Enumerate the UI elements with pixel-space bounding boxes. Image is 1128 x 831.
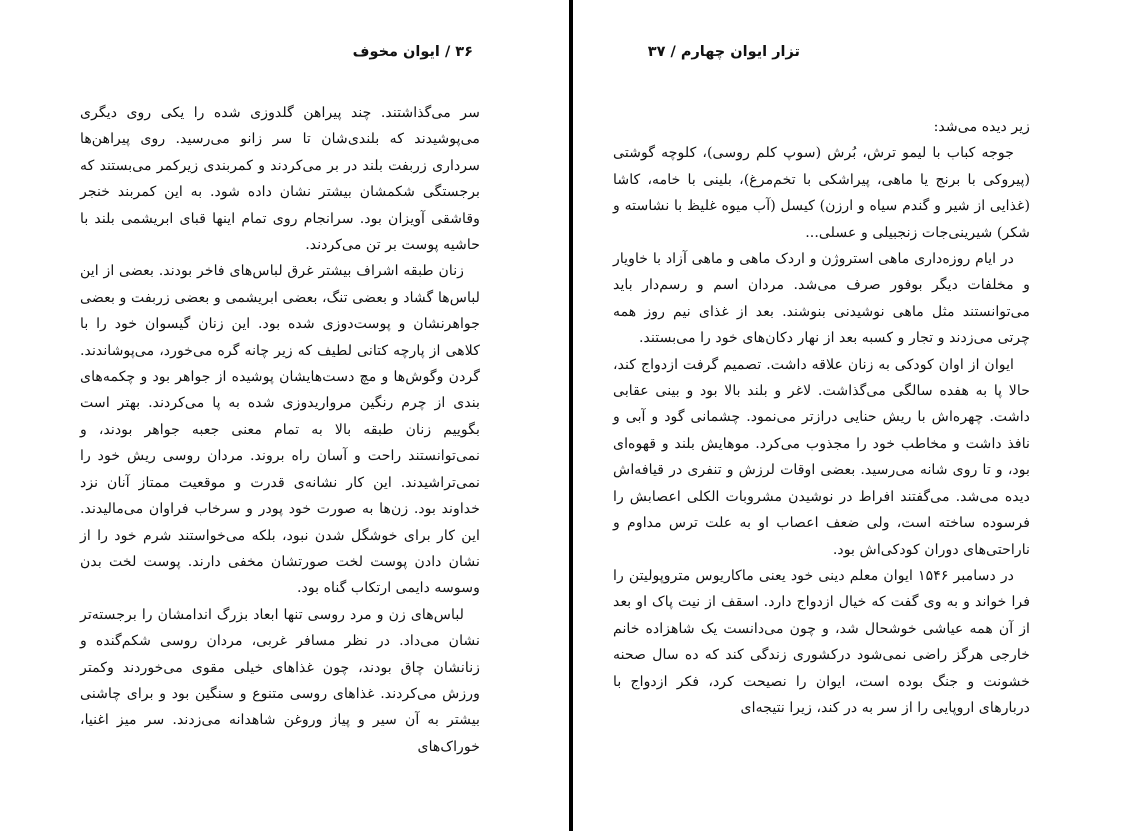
paragraph: در دسامبر ۱۵۴۶ ایوان معلم دینی خود یعنی ماکاریوس متروپولیتن را فرا خواند و به وی گفت که خیال ازدواج دارد. اسقف از نیت پاک او بعد از آن همه عیاشی خوشحال شد، و چون می‌دانست یک شاهزاده خانم خارجی هرگز راضی نمی‌شود درکشوری زندگی کند که ده سال صحنه خشونت و جنگ بوده است، ایوان را نصیحت کرد، فکر ازدواج با دربارهای اروپایی را از سر به در کند، زیرا نتیجه‌ای [613,567,1030,716]
page-header: ۳۶ / ایوان مخوف [352,44,473,60]
paragraph: زنان طبقه اشراف بیشتر غرق لباس‌های فاخر بودند. بعضی از این لباس‌ها گشاد و بعضی تنگ، بعضی ابریشمی و بعضی زربفت و بعضی جواهرنشان و پوست‌دوزی شده بود. این زنان گیسوان خود را با کلاهی از پارچه کتانی لطیف که زیر چانه گره می‌خورد، می‌پوشاندند. گردن وگوش‌ها و مچ دست‌هایشان پوشیده از جواهر بود و چکمه‌های بندی از چرم رنگین مرواریدوزی شده به پا می‌کردند. بهتر است بگوییم زنان طبقه بالا به تمام معنی جعبه جواهر بودند، و نمی‌توانستند راحت و آسان راه بروند. مردان روسی ریش خود را نمی‌تراشیدند. این کار نشانه‌ی قدرت و موقعیت ممتاز آنان نزد خداوند بود. زن‌ها به صورت خود پودر و سرخاب فراوان می‌مالیدند. این کار برای خوشگل شدن نبود، بلکه می‌خواستند شرم خود را از نشان دادن پوست لخت صورتشان مخفی دارند. پوست لخت بدن وسوسه دایمی ارتکاب گناه بود. [80,263,480,597]
right-page [573,0,1128,831]
paragraph: در ایام روزه‌داری ماهی استروژن و اردک ماهی و ماهی آزاد با خاویار و مخلفات دیگر بوفور صرف می‌شد. مردان اسم و رسم‌دار باید می‌توانستند مثل ماهی نوشیدنی بنوشند. بعد از غذای نیم روز همه چرتی می‌زدند و تجار و کسبه بعد از نهار دکان‌های خود را می‌بستند. [613,251,1030,347]
paragraph: ایوان از اوان کودکی به زنان علاقه داشت. تصمیم گرفت ازدواج کند، حالا پا به هفده سالگی می‌گذاشت. لاغر و بلند بالا بود و بینی عقابی داشت. چهره‌اش با ریش حنایی درازتر می‌نمود. چشمانی گود و آبی و نافذ داشت و مخاطب خود را مجذوب می‌کرد. موهایش بلند و قهوه‌ای بود، و تا روی شانه می‌رسید. بعضی اوقات لرزش و تنفری در قیافه‌اش دیده می‌شد. می‌گفتند افراط در نوشیدن مشروبات الکلی اعصابش را فرسوده ساخته است، ولی ضعف اعصاب او به علت ترس مداوم و ناراحتی‌های دوران کودکی‌اش بود. [613,356,1030,558]
paragraph: لباس‌های زن و مرد روسی تنها ابعاد بزرگ اندامشان را برجسته‌تر نشان می‌داد. در نظر مسافر غربی، مردان روسی شکم‌گنده و زنانشان چاق بودند، چون غذاهای خیلی مقوی می‌خوردند وکمتر ورزش می‌کردند. غذاهای روسی متنوع و سنگین بود و برای چاشنی بیشتر به آن سیر و پیاز وروغن شاهدانه می‌زدند. سر میز اغنیا، خوراک‌های [80,606,480,755]
paragraph: جوجه کباب با لیمو ترش، بُرش (سوپ کلم روسی)، کلوچه گوشتی (پیروکی با برنج یا ماهی، پیراشکی با تخم‌مرغ)، بلینی با خامه، کاشا (غذایی از شیر و گندم سیاه و ارزن) کیسل (آب میوه غلیظ با نشاسته و شکر) شیرینی‌جات زنجبیلی و عسلی... [613,145,1030,241]
paragraph: سر می‌گذاشتند. چند پیراهن گلدوزی شده را یکی روی دیگری می‌پوشیدند که بلندی‌شان تا سر زانو می‌رسید. روی پیراهن‌ها سرداری زربفت بلند در بر می‌کردند و کمربندی زیرکمر می‌بستند که برجستگی شکمشان بیشتر نشان داده شود. به این کمربند خنجر وقاشقی آویزان بود. سرانجام روی تمام اینها قبای ابریشمی بلند با حاشیه پوست بر تن می‌کردند. [80,105,480,254]
page-body [613,114,1030,721]
page-body [80,100,480,760]
page-header: تزار ایوان چهارم / ۳۷ [647,44,800,60]
paragraph: زیر دیده می‌شد: [933,119,1030,135]
